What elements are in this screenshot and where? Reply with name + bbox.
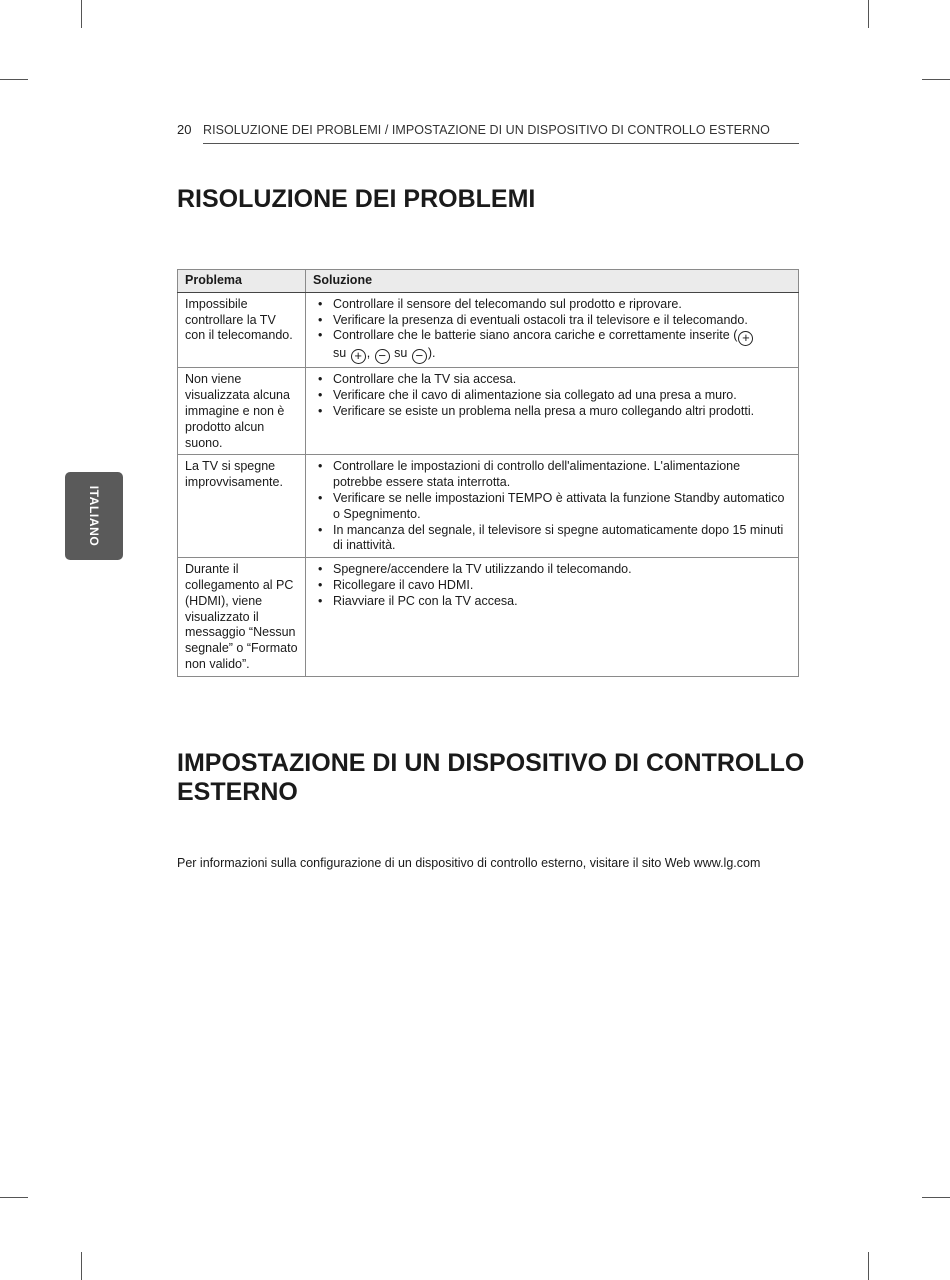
crop-mark: [868, 0, 869, 28]
solution-item: • Ricollegare il cavo HDMI.: [313, 578, 791, 594]
table-row: [178, 455, 799, 558]
solution-item: • Controllare che le batterie siano ancora cariche e correttamente inserite ( + su + , − su − ).: [313, 328, 791, 364]
running-title: RISOLUZIONE DEI PROBLEMI / IMPOSTAZIONE DI UN DISPOSITIVO DI CONTROLLO ESTERNO: [203, 123, 770, 137]
solution-list: [313, 459, 791, 554]
table-row: [178, 558, 799, 677]
solution-item: • Verificare la presenza di eventuali ostacoli tra il televisore e il telecomando.: [313, 313, 791, 329]
page-header: [177, 122, 799, 144]
solution-item: • In mancanza del segnale, il televisore si spegne automaticamente dopo 15 minuti di inattività.: [313, 523, 791, 555]
crop-mark: [922, 79, 950, 80]
language-tab: [65, 472, 123, 560]
solution-list: [313, 297, 791, 365]
problem-cell: Durante il collegamento al PC (HDMI), viene visualizzato il messaggio “Nessun segnale” o “Formato non valido”.: [178, 558, 306, 677]
crop-mark: [868, 1252, 869, 1280]
column-header-solution: Soluzione: [306, 270, 799, 293]
crop-mark: [81, 0, 82, 28]
crop-mark: [922, 1197, 950, 1198]
battery-minus-icon: −: [375, 349, 390, 364]
solution-cell: [306, 455, 799, 558]
solution-cell: [306, 558, 799, 677]
solution-item: • Controllare che la TV sia accesa.: [313, 372, 791, 388]
problem-cell: Impossibile controllare la TV con il telecomando.: [178, 292, 306, 368]
crop-mark: [0, 1197, 28, 1198]
solution-cell: [306, 292, 799, 368]
page-number: 20: [177, 122, 192, 137]
battery-plus-icon: +: [351, 349, 366, 364]
language-tab-label: ITALIANO: [87, 485, 101, 547]
solution-item: • Verificare se esiste un problema nella presa a muro collegando altri prodotti.: [313, 404, 791, 420]
table-row: [178, 292, 799, 368]
table-header-row: [178, 270, 799, 293]
section-title-troubleshooting: RISOLUZIONE DEI PROBLEMI: [177, 185, 536, 213]
solution-item: • Riavviare il PC con la TV accesa.: [313, 594, 791, 610]
crop-mark: [81, 1252, 82, 1280]
solution-list: [313, 562, 791, 609]
solution-item: • Controllare il sensore del telecomando sul prodotto e riprovare.: [313, 297, 791, 313]
solution-item: • Verificare che il cavo di alimentazione sia collegato ad una presa a muro.: [313, 388, 791, 404]
crop-mark: [0, 79, 28, 80]
column-header-problem: Problema: [178, 270, 306, 293]
solution-item: • Controllare le impostazioni di controllo dell'alimentazione. L'alimentazione potrebbe essere stata interrotta.: [313, 459, 791, 491]
table-row: [178, 368, 799, 455]
problem-cell: Non viene visualizzata alcuna immagine e non è prodotto alcun suono.: [178, 368, 306, 455]
solution-item: • Spegnere/accendere la TV utilizzando il telecomando.: [313, 562, 791, 578]
section-title-external-control: IMPOSTAZIONE DI UN DISPOSITIVO DI CONTROLLO ESTERNO: [177, 749, 805, 806]
solution-item: • Verificare se nelle impostazioni TEMPO è attivata la funzione Standby automatico o Spegnimento.: [313, 491, 791, 523]
battery-minus-icon: −: [412, 349, 427, 364]
problem-cell: La TV si spegne improvvisamente.: [178, 455, 306, 558]
solution-cell: [306, 368, 799, 455]
solution-list: [313, 372, 791, 419]
battery-plus-icon: +: [738, 331, 753, 346]
external-control-text: Per informazioni sulla configurazione di un dispositivo di controllo esterno, visitare il sito Web www.lg.com: [177, 856, 761, 870]
header-rule: [203, 143, 799, 144]
troubleshooting-table: [177, 269, 799, 677]
